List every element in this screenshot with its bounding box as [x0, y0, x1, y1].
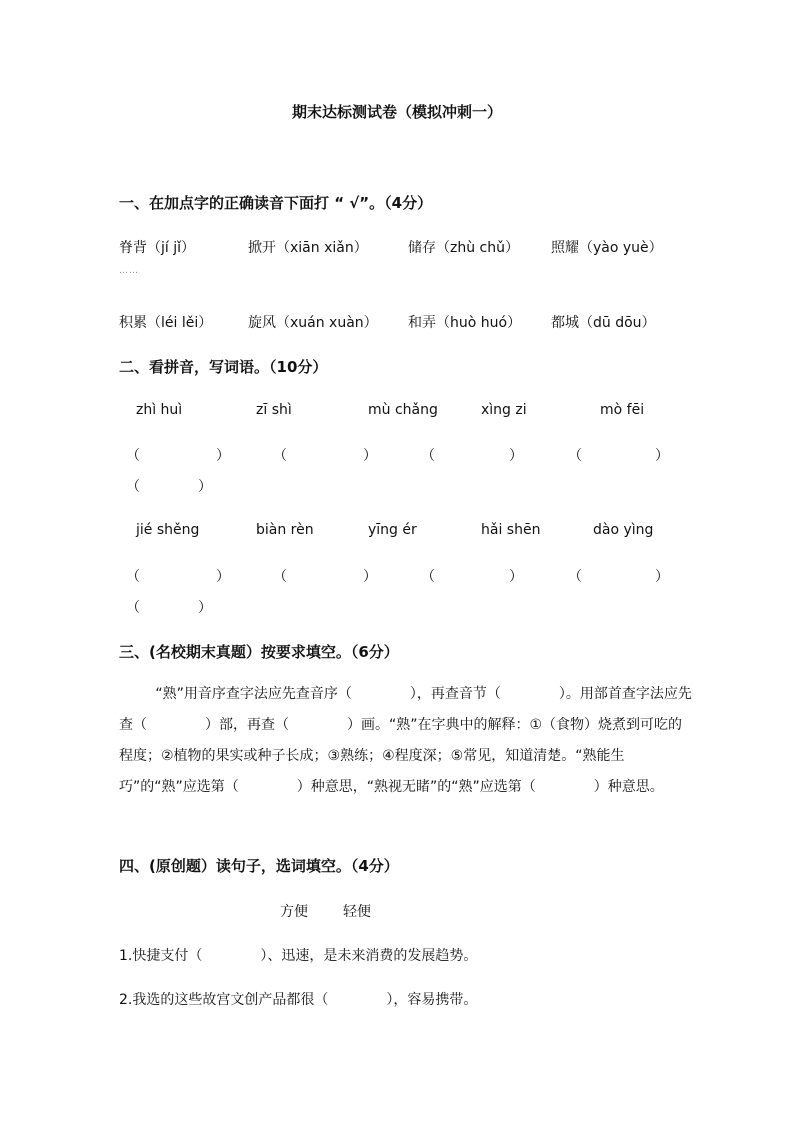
s1-item: 照耀（yào yuè） — [551, 240, 663, 256]
answer-bracket-open: （ — [126, 479, 140, 495]
pinyin-label: zhì huì — [136, 402, 183, 418]
answer-bracket-open: （ — [273, 569, 287, 585]
page-title: 期末达标测试卷（模拟冲刺一） — [291, 103, 502, 121]
answer-bracket-open: （ — [126, 569, 140, 585]
answer-bracket-close: ） — [363, 569, 377, 585]
s1-item: 旋风（xuán xuàn） — [248, 315, 378, 331]
section-1-heading: 一、在加点字的正确读音下面打 “ √”。（4分） — [119, 194, 433, 212]
pinyin-label: xìng zi — [481, 402, 527, 418]
section-2-heading: 二、看拼音，写词语。（10分） — [119, 358, 328, 376]
question-1: 1.快捷支付（ ）、迅速，是未来消费的发展趋势。 — [119, 948, 478, 964]
pinyin-label: mù chǎng — [368, 402, 438, 418]
answer-bracket-open: （ — [126, 448, 140, 464]
section-4-heading: 四、(原创题）读句子，选词填空。（4分） — [119, 857, 399, 875]
s1-item: 都城（dū dōu） — [551, 315, 656, 331]
pinyin-label: zī shì — [256, 402, 292, 418]
s1-item: 掀开（xiān xiǎn） — [248, 240, 368, 256]
answer-bracket-close: ） — [363, 448, 377, 464]
answer-bracket-open: （ — [568, 448, 582, 464]
s1-item: 积累（léi lěi） — [119, 315, 213, 331]
answer-bracket-close: ） — [198, 600, 212, 616]
s1-item: 储存（zhù chǔ） — [408, 240, 519, 256]
question-2: 2.我选的这些故宫文创产品都很（ ），容易携带。 — [119, 992, 478, 1008]
answer-bracket-close: ） — [655, 569, 669, 585]
answer-bracket-close: ） — [509, 569, 523, 585]
answer-bracket-close: ） — [655, 448, 669, 464]
answer-bracket-open: （ — [568, 569, 582, 585]
pinyin-label: mò fēi — [600, 402, 645, 418]
answer-bracket-open: （ — [421, 448, 435, 464]
section-3-heading: 三、(名校期末真题）按要求填空。（6分） — [119, 643, 399, 661]
pinyin-label: yīng ér — [368, 522, 417, 538]
pinyin-label: jié shěng — [136, 522, 200, 538]
answer-bracket-close: ） — [198, 479, 212, 495]
answer-bracket-close: ） — [216, 448, 230, 464]
s1-item: 和弄（huò huó） — [408, 315, 522, 331]
word-choice: 方便 — [280, 904, 308, 920]
answer-bracket-open: （ — [421, 569, 435, 585]
answer-bracket-close: ） — [216, 569, 230, 585]
decorative-dots: …… — [119, 266, 139, 276]
answer-bracket-open: （ — [273, 448, 287, 464]
pinyin-label: biàn rèn — [256, 522, 314, 538]
s1-item: 脊背（jí jǐ） — [119, 240, 196, 256]
answer-bracket-close: ） — [509, 448, 523, 464]
section-3-paragraph: “熟”用音序查字法应先查音序（ ），再查音节（ ）。用部首查字法应先查（ ）部，再查（ ）画。“熟”在字典中的解释：①（食物）烧煮到可吃的程度；②植物的果实或种子长成；③熟练；④程度深；⑤常见，知道清楚。“熟能生巧”的“熟”应选第（ ）种意思，“熟视无睹”的“熟”应选第（ ）种意思。 — [119, 686, 692, 795]
word-choice: 轻便 — [343, 904, 371, 920]
pinyin-label: hǎi shēn — [481, 522, 541, 538]
answer-bracket-open: （ — [126, 600, 140, 616]
pinyin-label: dào yìng — [593, 522, 654, 538]
